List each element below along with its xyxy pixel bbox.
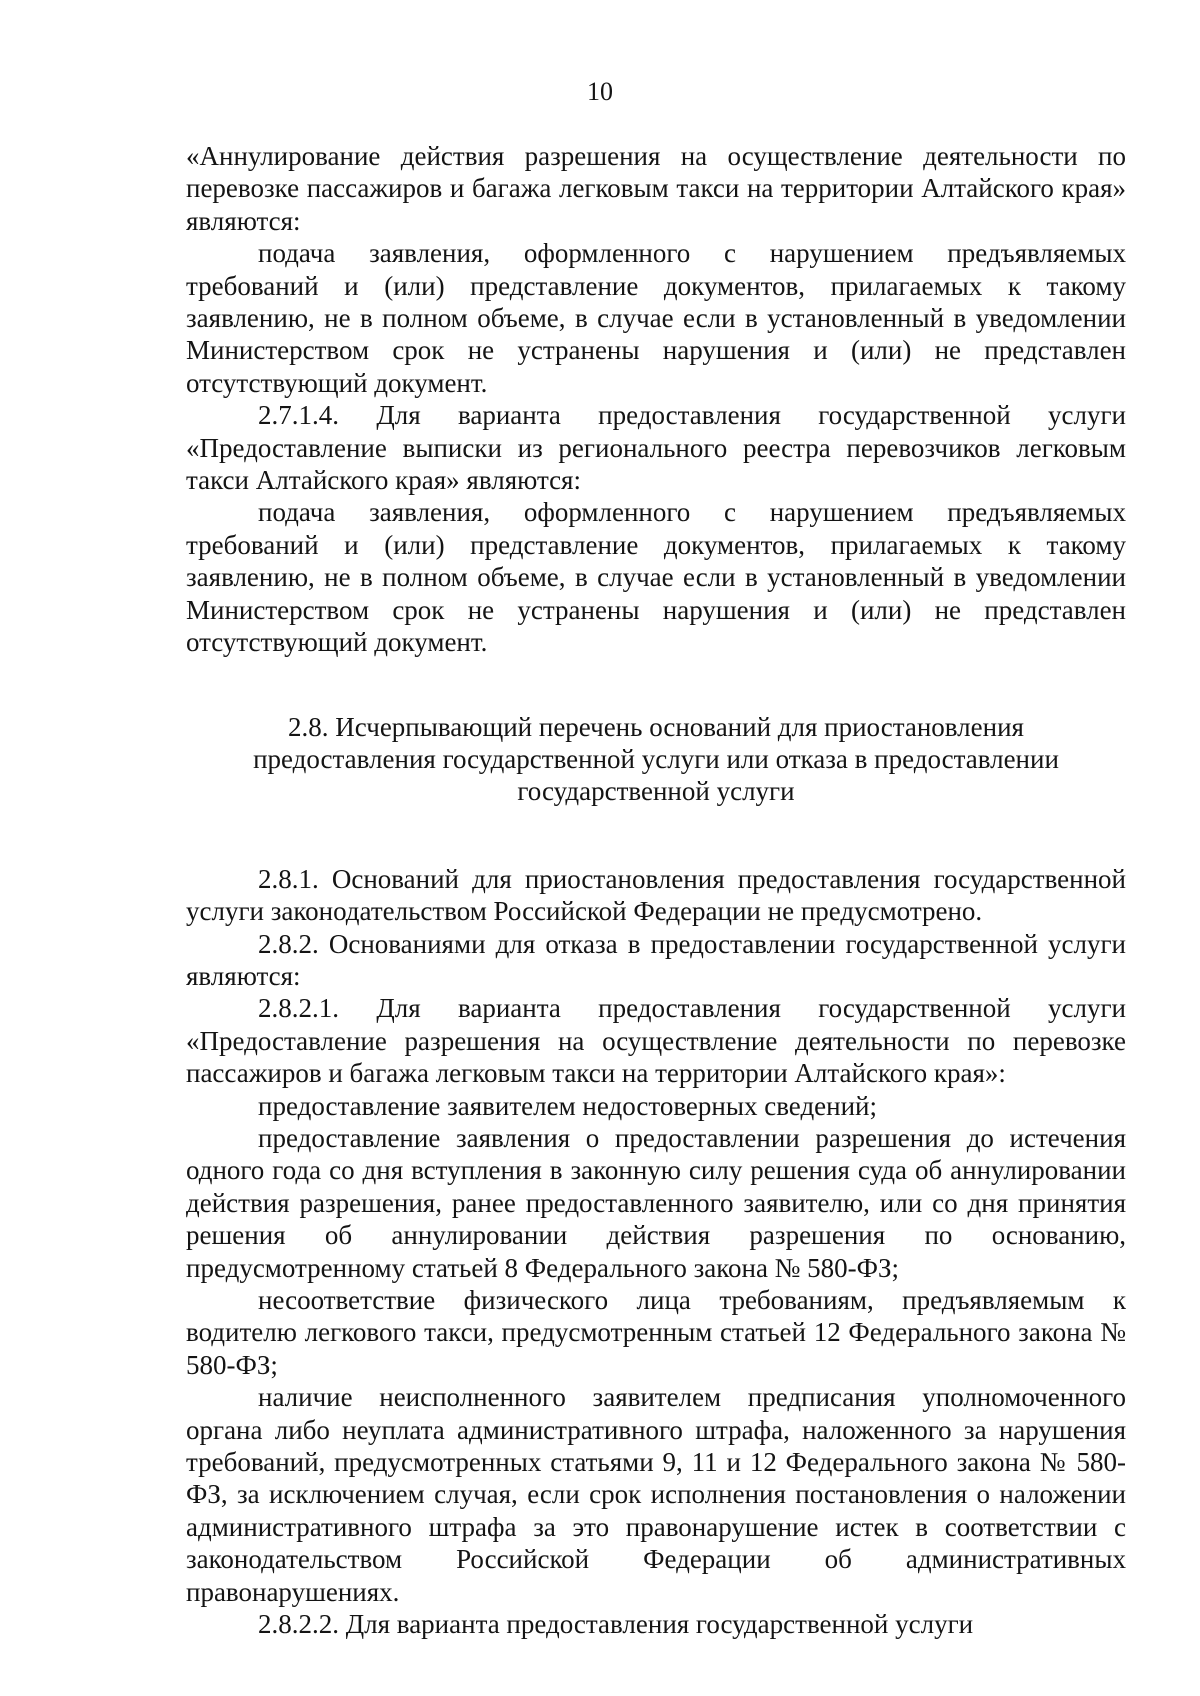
- heading-line-1: 2.8. Исчерпывающий перечень оснований для приостановления: [288, 711, 1024, 742]
- refusal-ground-unpaid-fine: наличие неисполненного заявителем предписания уполномоченного органа либо неуплата административного штрафа, наложенного за нарушения требований, предусмотренных статьями 9, 11 и 12 Федерального закона № 580-ФЗ, за исключением случая, если срок исполнения постановления о наложении административного штрафа за это правонарушение истек в соответствии с законодательством Российской Федерации об административных правонарушениях.: [186, 1382, 1126, 1607]
- refusal-ground-early-application: предоставление заявления о предоставлении разрешения до истечения одного года со дня вступления в законную силу решения суда об аннулировании действия разрешения, ранее предоставленного заявителю, или со дня принятия решения об аннулировании действия разрешения по основанию, предусмотренному статьей 8 Федерального закона № 580-ФЗ;: [186, 1122, 1126, 1283]
- paragraph-2-8-2-2: 2.8.2.2. Для варианта предоставления государственной услуги: [258, 1609, 974, 1640]
- document-body: [186, 140, 1126, 1640]
- paragraph-2-8-1: 2.8.1. Оснований для приостановления предоставления государственной услуги законодательством Российской Федерации не предусмотрено.: [186, 863, 1126, 927]
- paragraph-ground-annulment: подача заявления, оформленного с нарушением предъявляемых требований и (или) представление документов, прилагаемых к такому заявлению, не в полном объеме, в случае если в установленный в уведомлении Министерством срок не устранены нарушения и (или) не представлен отсутствующий документ.: [186, 238, 1126, 398]
- paragraph-ground-extract: подача заявления, оформленного с нарушением предъявляемых требований и (или) представление документов, прилагаемых к такому заявлению, не в полном объеме, в случае если в установленный в уведомлении Министерством срок не устранены нарушения и (или) не представлен отсутствующий документ.: [186, 497, 1126, 658]
- paragraph-2-8-2: 2.8.2. Основаниями для отказа в предоставлении государственной услуги являются:: [186, 928, 1126, 991]
- page-number: 10: [587, 77, 613, 106]
- section-heading-2-8: [186, 711, 1126, 808]
- paragraph-2-7-1-4: 2.7.1.4. Для варианта предоставления государственной услуги «Предоставление выписки из регионального реестра перевозчиков легковым такси Алтайского края» являются:: [186, 400, 1126, 496]
- heading-line-3: государственной услуги: [517, 776, 795, 807]
- paragraph-annulment-intro: «Аннулирование действия разрешения на осуществление деятельности по перевозке пассажиров и багажа легковым такси на территории Алтайского края» являются:: [186, 141, 1126, 236]
- refusal-ground-false-info: предоставление заявителем недостоверных сведений;: [258, 1090, 878, 1121]
- heading-line-2: предоставления государственной услуги или отказа в предоставлении: [253, 743, 1059, 774]
- paragraph-2-8-2-1: 2.8.2.1. Для варианта предоставления государственной услуги «Предоставление разрешения на осуществление деятельности по перевозке пассажиров и багажа легковым такси на территории Алтайского края»:: [186, 993, 1126, 1089]
- refusal-ground-driver-requirements: несоответствие физического лица требованиям, предъявляемым к водителю легкового такси, предусмотренным статьей 12 Федерального закона № 580-ФЗ;: [186, 1285, 1126, 1380]
